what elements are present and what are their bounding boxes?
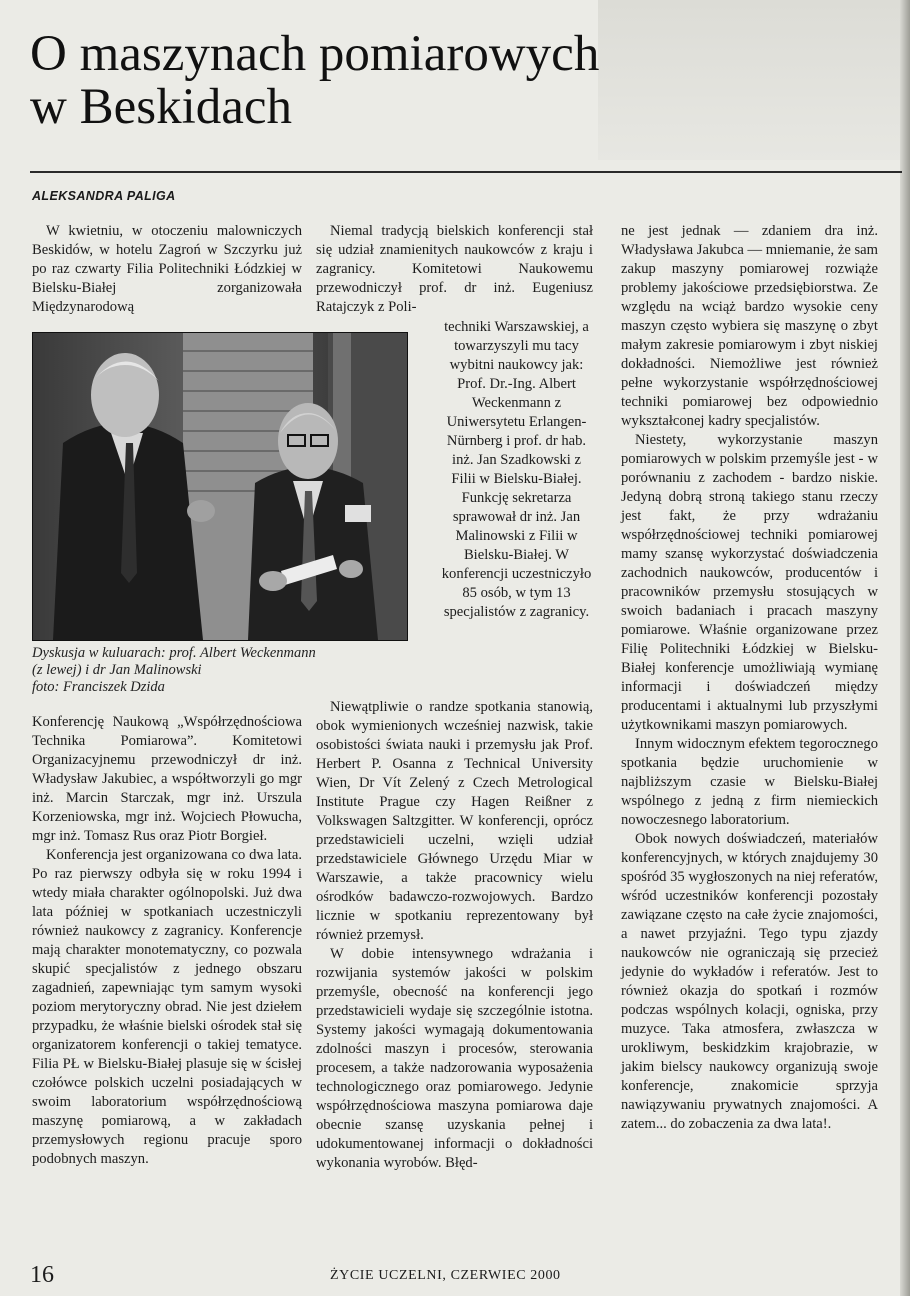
page-edge-shadow — [900, 0, 910, 1296]
show-through-text — [598, 0, 910, 160]
column-1-bottom — [32, 713, 302, 1169]
column-2-runaround — [440, 318, 593, 622]
paragraph: Konferencję Naukową „Współrzędnościowa Technika Pomiarowa”. Komitetowi Organizacyjnemu przewodniczył dr inż. Władysław Jakubiec, a współtworzyli go mgr inż. Marcin Starczak, mgr inż. Urszula Korzeniowska, mgr inż. Wojciech Płowucha, mgr inż. Tomasz Rus oraz Piotr Borgieł. — [32, 714, 302, 844]
paragraph: ne jest jednak — zdaniem dra inż. Władysława Jakubca — mniemanie, że sam zakup maszyny pomiarowej rozwiąże problemy jakościowe przedsiębiorstwa. Ze względu na wciąż bardzo wysokie ceny maszyn często wybiera się maszynę o zbyt małym zakresie pomiarowym i zbyt niskiej dokładności. Niemożliwe jest również pełne wykorzystanie współrzędnościowej techniki pomiarowej bez odpowiednio wykształconej kadry specjalistów. — [621, 223, 878, 429]
caption-line-1: Dyskusja w kuluarach: prof. Albert Weckenmann — [32, 645, 316, 661]
title-line-1: O maszynach pomiarowych — [30, 26, 600, 82]
column-3 — [621, 222, 878, 1134]
paragraph: W dobie intensywnego wdrażania i rozwijania systemów jakości w polskim przemyśle, obecność na konferencji jego przedstawicieli wydaje się szczególnie istotna. Systemy jakości wymagają dokumentowania zdolności maszyn i procesów, sterowania procesem, a także nadzorowania wyposażenia technologicznego oraz pomiarowego. Jedynie współrzędnościowa maszyna pomiarowa daje obecnie szansę uzyskania pełnej i udokumentowanej informacji o dokładności wykonania wyrobów. Błęd- — [316, 946, 593, 1171]
conference-photo — [32, 332, 408, 641]
column-2-bottom — [316, 698, 593, 1173]
paragraph: Niewątpliwie o randze spotkania stanowią, obok wymienionych wcześniej nazwisk, takie osobistości świata nauki i przemysłu jak Prof. Herbert P. Osanna z Technical University Wien, Dr Vít Zelený z Czech Metrological Institute Prague czy Hagen Reißner z Volkswagen Saltzgitter. W konferencji, oprócz przedstawicieli uczelni, wzięli udział przedstawiciele Głównego Urzędu Miar w Warszawie, a także pracownicy wielu ośrodków badawczo-rozwojowych. Bardzo licznie w spotkaniu reprezentowany był również przemysł. — [316, 699, 593, 943]
author-byline: ALEKSANDRA PALIGA — [32, 189, 176, 203]
photo-illustration — [33, 333, 407, 640]
publication-footer: ŻYCIE UCZELNI, CZERWIEC 2000 — [330, 1268, 561, 1283]
paragraph: Niemal tradycją bielskich konferencji stał się udział znamienitych naukowców z kraju i zagranicy. Komitetowi Naukowemu przewodniczył prof. dr inż. Eugeniusz Ratajczyk z Poli- — [316, 223, 593, 315]
caption-credit: foto: Franciszek Dzida — [32, 679, 165, 695]
paragraph: techniki Warszawskiej, a towarzyszyli mu tacy wybitni naukowcy jak: Prof. Dr.-Ing. Albert Weckenmann z Uniwersytetu Erlangen-Nürnberg i prof. dr hab. inż. Jan Szadkowski z Filii w Bielsku-Białej. Funkcję sekretarza sprawował dr inż. Jan Malinowski z Filii w Bielsku-Białej. W konferencji uczestniczyło 85 osób, w tym 13 specjalistów z zagranicy. — [441, 319, 592, 620]
title-rule — [30, 171, 902, 173]
page-number: 16 — [30, 1262, 54, 1288]
column-1-top — [32, 222, 302, 317]
caption-line-2: (z lewej) i dr Jan Malinowski — [32, 662, 202, 678]
column-2-top — [316, 222, 593, 317]
photo-caption — [32, 645, 332, 696]
article-title — [30, 28, 630, 134]
paragraph: Innym widocznym efektem tegorocznego spotkania będzie uruchomienie w najbliższym czasie w Bielsku-Białej wspólnego z jedną z firm niemieckich nowoczesnego laboratorium. — [621, 736, 878, 828]
paragraph: W kwietniu, w otoczeniu malowniczych Beskidów, w hotelu Zagroń w Szczyrku już po raz czwarty Filia Politechniki Łódzkiej w Bielsku-Białej zorganizowała Międzynarodową — [32, 223, 302, 315]
title-line-2: w Beskidach — [30, 79, 293, 135]
paragraph: Konferencja jest organizowana co dwa lata. Po raz pierwszy odbyła się w roku 1994 i wtedy miała charakter ogólnopolski. Już dwa lata później w spotkaniach uczestniczyli również naukowcy z zagranicy. Konferencje mają charakter monotematyczny, co pozwala skupić specjalistów z jednego obszaru zagadnień, zapewniając tym samym wysoki poziom merytoryczny obrad. Nie jest dziełem przypadku, że właśnie bielski ośrodek stał się organizatorem konferencji o takiej tematyce. Filia PŁ w Bielsku-Białej plasuje się w ścisłej czołówce polskich uczelni posiadających w swoim laboratorium współrzędnościową maszynę pomiarową, a w zakładach przemysłowych regionu pracuje sporo podobnych maszyn. — [32, 847, 302, 1167]
paragraph: Niestety, wykorzystanie maszyn pomiarowych w polskim przemyśle jest - w porównaniu z zachodem - bardzo niskie. Jedyną dobrą stroną takiego stanu rzeczy jest fakt, że przy wdrażaniu współrzędnościowej techniki pomiarowej mamy szansę wykorzystać doświadczenia zachodnich naukowców, producentów i pracowników przemysłu stosujących w swoich badaniach i pracach maszyny pomiarowe. Właśnie organizowane przez Filię Politechniki Łódzkiej w Bielsku-Białej konferencje umożliwiają wymianę informacji i doświadczeń między producentami i aktualnymi lub przyszłymi użytkownikami maszyn pomiarowych. — [621, 432, 878, 733]
paragraph: Obok nowych doświadczeń, materiałów konferencyjnych, w których znajdujemy 30 spośród 35 wygłoszonych na niej referatów, wśród uczestników konferencji pozostały zawiązane często na całe życie znajomości, a nawet przyjaźni. Tego typu zjazdy naukowców nie ograniczają się przecież jedynie do wykładów i referatów. Jest to również okazja do spotkań i rozmów podczas wspólnych kolacji, ogniska, przy muzyce. Taka atmosfera, zwłaszcza w urokliwym, beskidzkim krajobrazie, w jakim bielscy naukowcy organizują swoje konferencje, znakomicie sprzyja nawiązywaniu prywatnych znajomości. A zatem... do zobaczenia za dwa lata!. — [621, 831, 878, 1132]
